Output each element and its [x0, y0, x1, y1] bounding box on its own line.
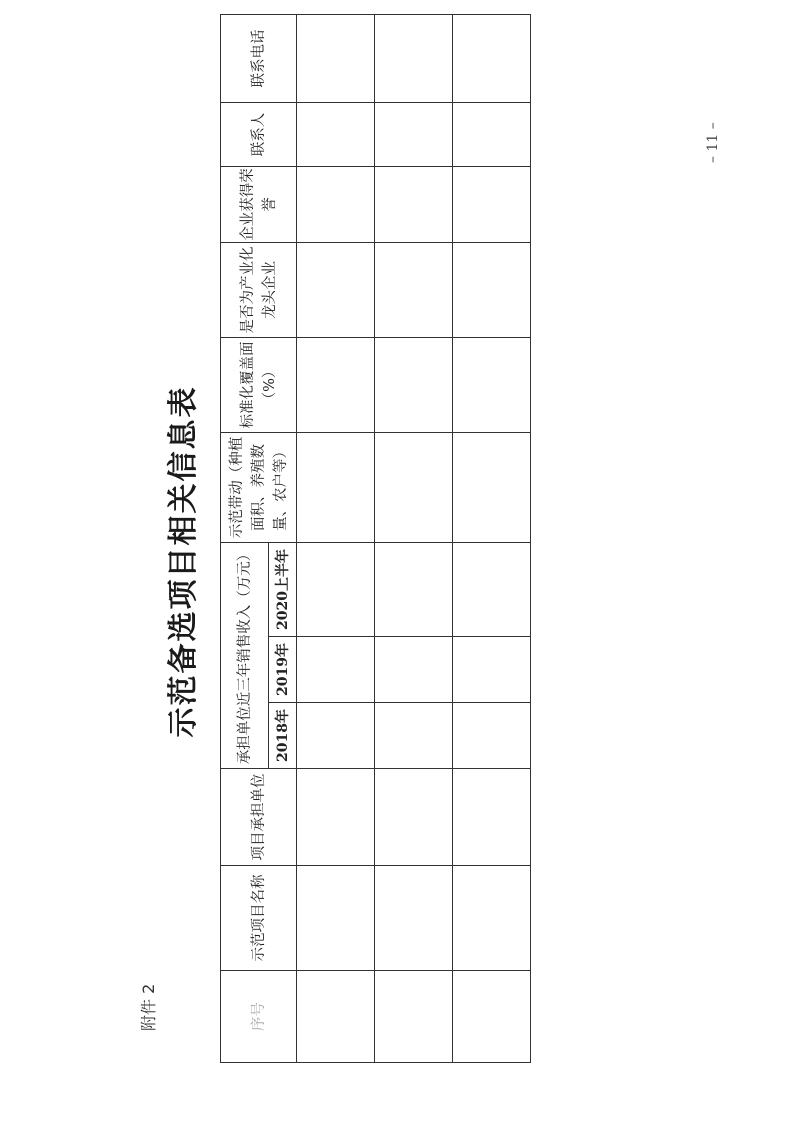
attachment-label: 附件 2	[139, 983, 158, 1031]
cell-sales-2020-h1[interactable]	[297, 543, 375, 637]
cell-sales-2020-h1[interactable]	[453, 543, 531, 637]
header-contact-person: 联系人	[221, 103, 297, 167]
cell-contact-phone[interactable]	[453, 15, 531, 103]
cell-contact-person[interactable]	[453, 103, 531, 167]
cell-demonstration[interactable]	[297, 433, 375, 543]
table-row	[453, 15, 531, 1063]
cell-sales-2019[interactable]	[297, 637, 375, 703]
page-number: – 11 –	[705, 122, 721, 163]
cell-sales-2019[interactable]	[375, 637, 453, 703]
header-project-name: 示范项目名称	[221, 866, 297, 971]
cell-leading-enterprise[interactable]	[453, 243, 531, 338]
cell-honors[interactable]	[375, 167, 453, 243]
cell-standardization[interactable]	[375, 338, 453, 433]
cell-honors[interactable]	[297, 167, 375, 243]
cell-leading-enterprise[interactable]	[297, 243, 375, 338]
header-undertaking-unit: 项目承担单位	[221, 769, 297, 866]
cell-demonstration[interactable]	[375, 433, 453, 543]
cell-leading-enterprise[interactable]	[375, 243, 453, 338]
cell-demonstration[interactable]	[453, 433, 531, 543]
header-contact-phone: 联系电话	[221, 15, 297, 103]
cell-sales-2018[interactable]	[453, 703, 531, 769]
table-row	[375, 15, 453, 1063]
cell-contact-person[interactable]	[375, 103, 453, 167]
header-sales-income: 承担单位近三年销售收入（万元）	[221, 543, 269, 769]
page-title: 示范备选项目相关信息表	[166, 385, 201, 738]
cell-sales-2019[interactable]	[453, 637, 531, 703]
cell-undertaking-unit[interactable]	[453, 769, 531, 866]
cell-sales-2018[interactable]	[297, 703, 375, 769]
cell-standardization[interactable]	[453, 338, 531, 433]
cell-undertaking-unit[interactable]	[297, 769, 375, 866]
cell-sales-2018[interactable]	[375, 703, 453, 769]
header-leading-enterprise: 是否为产业化龙头企业	[221, 243, 297, 338]
header-year-2020-h1: 2020上半年	[269, 543, 297, 637]
header-demonstration: 示范带动（种植面积、养殖数量、农户等）	[221, 433, 297, 543]
info-table	[220, 14, 531, 1063]
cell-contact-phone[interactable]	[375, 15, 453, 103]
cell-honors[interactable]	[453, 167, 531, 243]
cell-undertaking-unit[interactable]	[375, 769, 453, 866]
table-row	[297, 15, 375, 1063]
cell-standardization[interactable]	[297, 338, 375, 433]
cell-seq[interactable]	[453, 971, 531, 1063]
header-year-2019: 2019年	[269, 637, 297, 703]
cell-seq[interactable]	[297, 971, 375, 1063]
cell-project-name[interactable]	[297, 866, 375, 971]
cell-project-name[interactable]	[453, 866, 531, 971]
header-standardization: 标准化覆盖面（%）	[221, 338, 297, 433]
header-honors: 企业获得荣誉	[221, 167, 297, 243]
cell-contact-person[interactable]	[297, 103, 375, 167]
cell-sales-2020-h1[interactable]	[375, 543, 453, 637]
cell-project-name[interactable]	[375, 866, 453, 971]
cell-contact-phone[interactable]	[297, 15, 375, 103]
header-seq: 序号	[221, 971, 297, 1063]
header-year-2018: 2018年	[269, 703, 297, 769]
cell-seq[interactable]	[375, 971, 453, 1063]
